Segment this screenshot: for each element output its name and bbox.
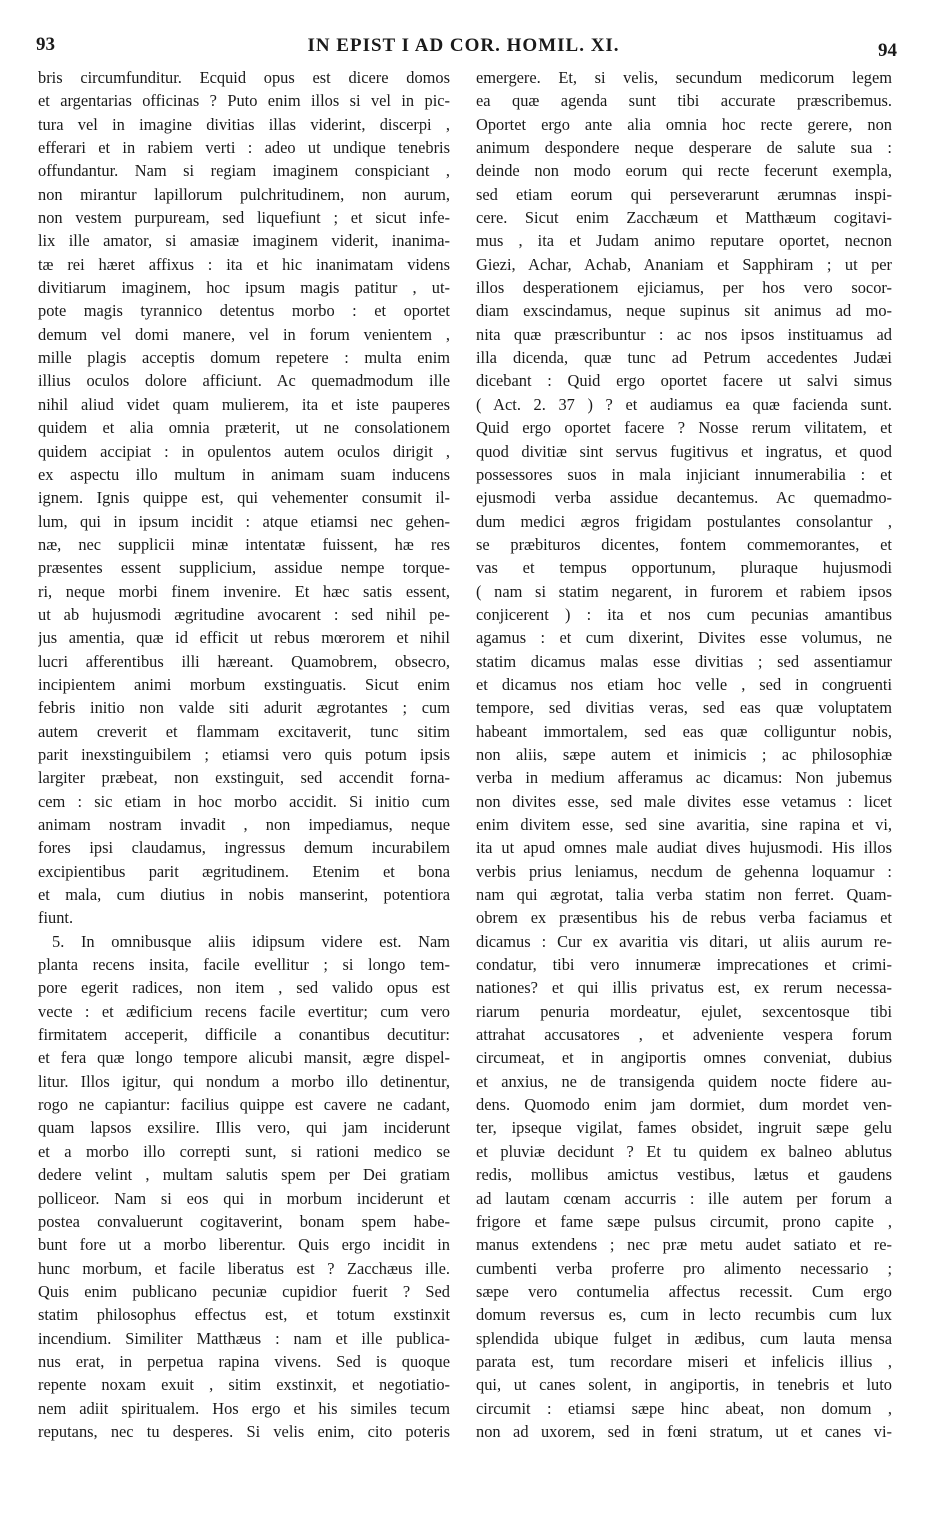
text-line: manus extendens ; nec præ metu audet satiato et re- <box>476 1235 892 1255</box>
text-line: quam lapsos exsilire. Illis vero, qui jam inciderunt <box>38 1118 450 1138</box>
text-line: diam exscindamus, neque supinus sit animus ad mo- <box>476 301 892 321</box>
text-line: hunc morbum, et facile liberatus est ? Zacchæus ille. <box>38 1258 450 1278</box>
text-line: næ, nec supplicii minæ intentatæ fuissent, hæ res <box>38 534 450 554</box>
text-line: reputans, nec tu desperes. Si velis enim, cito poteris <box>38 1421 450 1441</box>
text-line: animum despondere neque desperare de salute sua : <box>476 138 892 158</box>
text-line: bunt fore ut a morbo liberentur. Quis ergo incidit in <box>38 1235 450 1255</box>
text-line: ( Act. 2. 37 ) ? et audiamus ea quæ facienda sunt. <box>476 394 892 414</box>
text-line: deinde non modo eorum qui recte fecerunt exempla, <box>476 161 892 181</box>
text-line: Giezi, Achar, Achab, Ananiam et Sapphiram ; ut per <box>476 254 892 274</box>
text-line: incipientem animi morbum exstinguatis. Sicut enim <box>38 674 450 694</box>
text-line: planta recens insita, facile evellitur ; si longo tem- <box>38 955 450 975</box>
text-line: non aliis, sæpe autem et inimicis ; ac philosophiæ <box>476 744 892 764</box>
text-line: offundantur. Nam si regiam imaginem conspiciant , <box>38 161 450 181</box>
text-line: Oportet ergo ante alia omnia hoc recte gerere, non <box>476 114 892 134</box>
text-line: quidem et alia omnia præterit, ut ne consolationem <box>38 418 450 438</box>
text-line: dens. Quomodo enim jam dormiet, dum mordet ven- <box>476 1095 892 1115</box>
text-line: fores ipsi claudamus, ingressus demum incurabilem <box>38 838 450 858</box>
page-number-right: 94 <box>878 40 897 61</box>
text-line: nationes? et qui illis privatus est, ex rerum necessa- <box>476 978 892 998</box>
text-line: postea convaluerunt cogitaverint, bonam spem habe- <box>38 1211 450 1231</box>
text-line: polliceor. Nam si eos qui in morbum inciderunt et <box>38 1188 450 1208</box>
text-line: nita quæ præscribuntur : ac nos ipsos instituamus ad <box>476 324 892 344</box>
text-line: se præbituros dicentes, fontem commemorantes, et <box>476 534 892 554</box>
text-line: lum, qui in ipsum incidit : atque etiamsi nec gehen- <box>38 511 450 531</box>
text-line: et a morbo illo correpti sunt, si rationi medico se <box>38 1141 450 1161</box>
text-line: domum reversus es, cum in lecto recumbis cum lux <box>476 1305 892 1325</box>
text-line: non vestem purpuream, sed liquefiunt ; et sicut infe- <box>38 208 450 228</box>
text-line: quod divitiæ sint servus fugitivus et ingratus, et quod <box>476 441 892 461</box>
text-line: ex aspectu illo multum in animam suam inducens <box>38 464 450 484</box>
text-line: ejusmodi verba assidue decantemus. Ac quemadmo- <box>476 488 892 508</box>
text-line: illos desperationem ejiciamus, per hos vero socor- <box>476 278 892 298</box>
running-title: IN EPIST I AD COR. HOMIL. XI. <box>307 35 620 56</box>
text-line: Quid ergo oportet facere ? Nosse rerum vilitatem, et <box>476 418 892 438</box>
text-line: redis, mollibus amictus vestibus, lætus et gaudens <box>476 1165 892 1185</box>
text-line: verbis prius leniamus, necdum de gehenna loquamur : <box>476 861 892 881</box>
text-line: verba in medium afferamus ac dicamus: Non jubemus <box>476 768 892 788</box>
page-number-left: 93 <box>36 34 55 55</box>
text-line: sed etiam eorum qui perseverarunt ærumnas inspi- <box>476 184 892 204</box>
text-line: sæpe vero contumelia affectus recessit. Cum ergo <box>476 1281 892 1301</box>
text-line: firmitatem acceperit, difficile a conantibus decutitur: <box>38 1025 450 1045</box>
text-line: ( nam si statim negarent, in furorem et rabiem ipsos <box>476 581 892 601</box>
text-line: efferari et in rabiem verti : adeo ut undique tenebris <box>38 138 450 158</box>
text-line: autem creverit et flammam excitaverit, tunc sitim <box>38 721 450 741</box>
text-line: riarum penuria mordeatur, ejulet, sexcentosque tibi <box>476 1001 892 1021</box>
text-line: ad lautam cœnam accurris : ille autem per forum a <box>476 1188 892 1208</box>
text-line: non divites esse, sed male divites esse vetamus : licet <box>476 791 892 811</box>
text-line: bris circumfunditur. Ecquid opus est dicere domos <box>38 68 450 87</box>
text-line: vecte : et ædificium recens facile evertitur; cum vero <box>38 1001 450 1021</box>
text-line: attrahat accusatores , et adveniente vespera forum <box>476 1025 892 1045</box>
text-line: non mirantur lapillorum pulchritudinem, non aurum, <box>38 184 450 204</box>
text-line: 5. In omnibusque aliis idipsum videre est. Nam <box>52 931 450 951</box>
text-line: conjicerent ) : ita et nos cum pecunias amantibus <box>476 604 892 624</box>
text-line: et anxius, ne de transigenda quidem nocte fidere au- <box>476 1071 892 1091</box>
text-line: et argentarias officinas ? Puto enim illos si vel in pic- <box>38 91 450 111</box>
text-line: rogo ne capiantur: facilius quippe est cavere ne cadant, <box>38 1095 450 1115</box>
text-line: vas et tempus opportunum, pluraque hujusmodi <box>476 558 892 578</box>
text-line: repente noxam exuit , sitim exstinxit, et negotiatio- <box>38 1375 450 1395</box>
text-line: non ad uxorem, sed in fœni stratum, ut et canes vi- <box>476 1421 892 1441</box>
text-line: illa dicenda, quæ tunc ad Petrum accedentes Judæi <box>476 348 892 368</box>
right-text-column <box>476 66 892 1443</box>
text-line: ita ut apud omnes male audiat dives hujusmodi. His illos <box>476 838 892 858</box>
text-line: largiter præbeat, non exstinguit, sed accendit forna- <box>38 768 450 788</box>
text-line: obrem ex præsentibus his de rebus verba faciamus et <box>476 908 892 928</box>
text-line: mus , ita et Judam animo reputare oportet, necnon <box>476 231 892 251</box>
text-line: statim philosophus effectus est, et totum exstinxit <box>38 1305 450 1325</box>
text-line: frigore et fame sæpe pulsus circumit, prono capite , <box>476 1211 892 1231</box>
text-line: incendium. Similiter Matthæus : nam et ille publica- <box>38 1328 450 1348</box>
text-line: enim divitem esse, sed sine avaritia, sine rapina et vi, <box>476 815 892 834</box>
text-line: dicebant : Quid ergo oportet facere ut salvi simus <box>476 371 892 391</box>
text-line: tæ rei hæret affixus : ita et hic inanimatam videns <box>38 254 450 274</box>
text-line: dicamus : Cur ex avaritia vis ditari, ut aliis aurum re- <box>476 931 892 951</box>
text-line: nus erat, in perpetua rapina vivens. Sed is quoque <box>38 1351 450 1371</box>
text-line: animam nostram invadit , non impediamus, neque <box>38 815 450 834</box>
text-line: dum medici ægros frigidam postulantes consolantur , <box>476 511 892 531</box>
text-line: dedere velint , multam salutis spem per Dei gratiam <box>38 1165 450 1185</box>
text-line: ter, ipseque vigilat, fames obsidet, ingruit sæpe gelu <box>476 1118 892 1138</box>
text-line: divitiarum imaginem, hoc ipsum magis patitur , ut- <box>38 278 450 298</box>
text-line: et dicamus nos etiam hoc velle , sed in congruenti <box>476 674 892 694</box>
text-line: circumit : etiamsi sæpe hinc abeat, non domum , <box>476 1398 892 1418</box>
text-line: possessores suos in mala injiciant innumerabilia : et <box>476 464 892 484</box>
left-text-column <box>38 66 450 1443</box>
text-line: cumbenti verba proferre pro alimento necessario ; <box>476 1258 892 1278</box>
text-line: nihil aliud videt quam mulierem, ita et iste pauperes <box>38 394 450 414</box>
text-line: lix ille amator, si amasiæ imaginem viderit, inanima- <box>38 231 450 251</box>
text-line: emergere. Et, si velis, secundum medicorum legem <box>476 68 892 87</box>
text-line: cem : sic etiam in hoc morbo accidit. Si initio cum <box>38 791 450 811</box>
text-line: nam qui ægrotat, talia verba statim non ferret. Quam- <box>476 885 892 905</box>
text-line: parata est, tum recordare miseri et infelicis illius , <box>476 1351 892 1371</box>
text-line: ignem. Ignis quippe est, qui vehementer consumit il- <box>38 488 450 508</box>
text-line: statim dicamus malas esse divitias ; sed assentiamur <box>476 651 892 671</box>
text-line: nem adiit spiritualem. Hos ergo et his similes tecum <box>38 1398 450 1418</box>
text-line: splendida ubique fulget in ædibus, cum lauta mensa <box>476 1328 892 1348</box>
text-line: præsentes essent supplicium, assidue nempe torque- <box>38 558 450 578</box>
text-line: parit inexstinguibilem ; etiamsi vero quis potum ipsis <box>38 744 450 764</box>
text-line: demum vel domi manere, vel in forum venientem , <box>38 324 450 344</box>
text-line: ea quæ agenda sunt tibi accurate præscribemus. <box>476 91 892 111</box>
text-line: mille plagis acceptis domum repetere : multa enim <box>38 348 450 368</box>
text-line: pote magis tyrannico detentus morbo : et oportet <box>38 301 450 321</box>
text-line: ut ab hujusmodi ægritudine avocarent : sed nihil pe- <box>38 604 450 624</box>
text-line: cere. Sicut enim Zacchæum et Matthæum cogitavi- <box>476 208 892 228</box>
column-gutter <box>461 66 462 1476</box>
text-line: tura vel in imagine divitias illas viderint, discerpi , <box>38 114 450 134</box>
text-line: litur. Illos igitur, qui nondum a morbo illo detinentur, <box>38 1071 450 1091</box>
text-line: circumeat, et in angiportis omnes conveniat, dubius <box>476 1048 892 1068</box>
text-line: lucri afferentibus illi hæreant. Quamobrem, obsecro, <box>38 651 450 671</box>
text-line: agamus : et cum dixerint, Divites esse volumus, ne <box>476 628 892 648</box>
text-line: pore egerit radices, non item , sed valido opus est <box>38 978 450 998</box>
text-line: et fera quæ longo tempore alicubi mansit, ægre dispel- <box>38 1048 450 1068</box>
text-line: Quis enim publicano pecuniæ cupidior fuerit ? Sed <box>38 1281 450 1301</box>
text-line: condatur, tibi vero innumeræ imprecationes et crimi- <box>476 955 892 975</box>
text-line: fiunt. <box>38 908 74 928</box>
text-line: febris initio non valde siti adurit ægrotantes ; cum <box>38 698 450 718</box>
text-line: tempore, sed divitias veras, sed eas quæ voluptatem <box>476 698 892 718</box>
page-header <box>28 32 899 62</box>
text-line: qui, ut canes solent, in angiportis, in tenebris et luto <box>476 1375 892 1395</box>
text-line: et mala, cum diutius in nobis manserint, potentiora <box>38 885 450 905</box>
text-line: ri, neque morbi finem invenire. Et hæc satis essent, <box>38 581 450 601</box>
text-line: excipientibus parit ægritudinem. Etenim et bona <box>38 861 450 881</box>
text-line: quidem accipiat : in opulentos autem oculos dirigit , <box>38 441 450 461</box>
text-line: habeant immortalem, sed eas quæ colliguntur nobis, <box>476 721 892 741</box>
text-line: illius oculos dolore afficiunt. Ac quemadmodum ille <box>38 371 450 391</box>
text-line: et pluviæ decidunt ? Et tu quidem ex balneo ablutus <box>476 1141 892 1161</box>
text-line: jus amentia, quæ id efficit ut rebus mœrorem et nihil <box>38 628 450 648</box>
